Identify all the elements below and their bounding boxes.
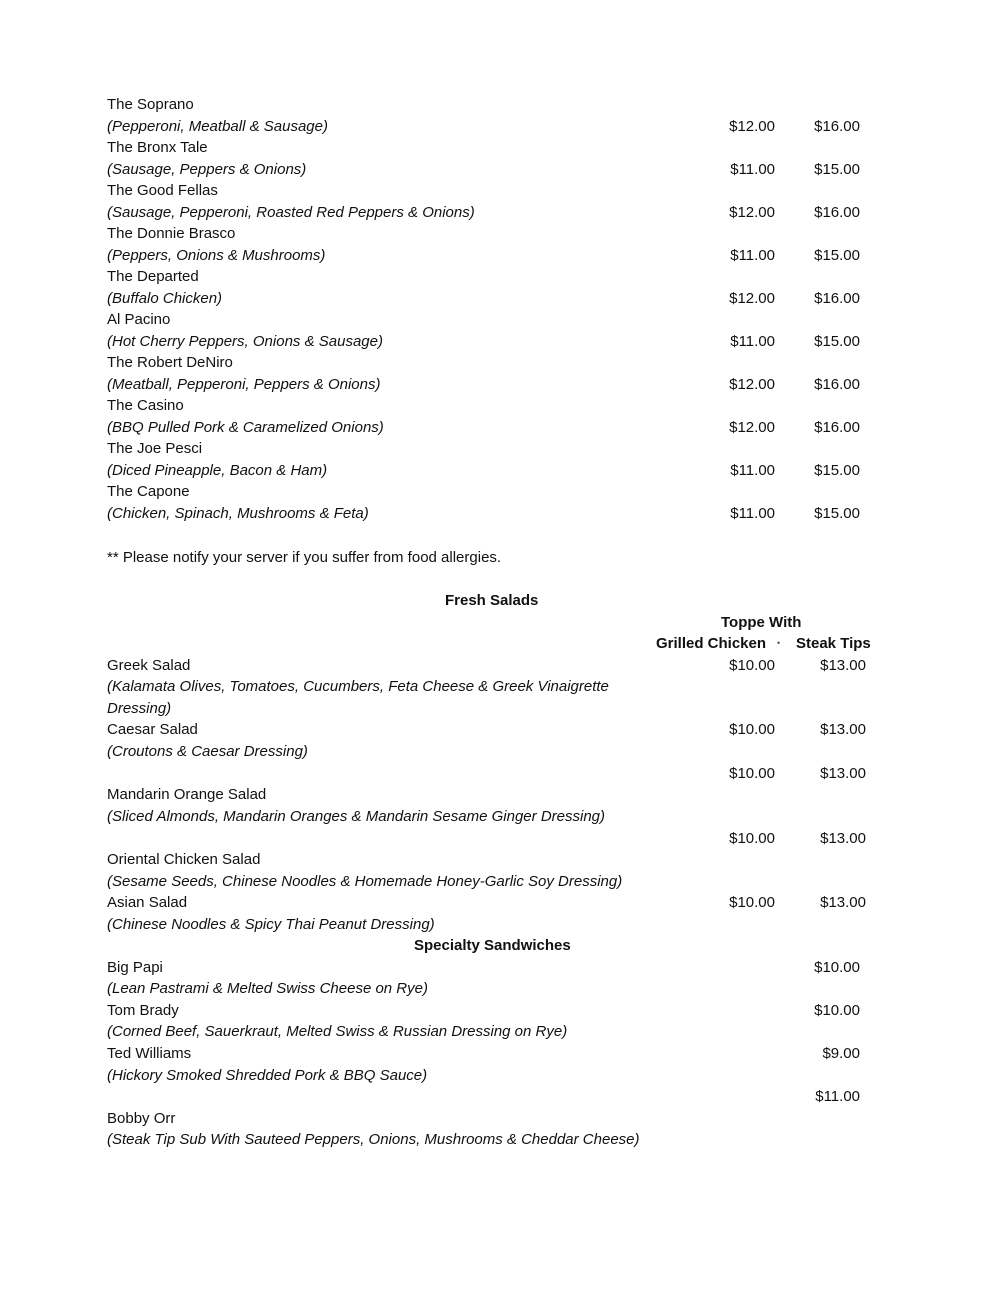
salad-price-steak: $13.00 bbox=[820, 657, 866, 674]
salad-name: Caesar Salad bbox=[107, 721, 198, 738]
sandwich-price: $9.00 bbox=[822, 1045, 860, 1062]
pizza-price-large: $16.00 bbox=[814, 419, 860, 436]
pizza-desc: (Diced Pineapple, Bacon & Ham) bbox=[107, 462, 328, 479]
salad-name: Greek Salad bbox=[107, 657, 191, 674]
salad-price-chicken: $10.00 bbox=[729, 830, 775, 847]
pizza-desc: (Peppers, Onions & Mushrooms) bbox=[107, 247, 326, 264]
salad-price-steak: $13.00 bbox=[820, 830, 866, 847]
salad-price-chicken: $10.00 bbox=[729, 721, 775, 738]
pizza-price-large: $15.00 bbox=[814, 505, 860, 522]
pizza-price-small: $11.00 bbox=[730, 505, 775, 522]
pizza-price-large: $16.00 bbox=[814, 290, 860, 307]
pizza-name: The Departed bbox=[107, 268, 199, 285]
pizza-desc: (Sausage, Pepperoni, Roasted Red Peppers & Onions) bbox=[107, 204, 475, 221]
sandwiches-title: Specialty Sandwiches bbox=[414, 937, 571, 954]
pizza-name: The Joe Pesci bbox=[107, 440, 203, 457]
sandwich-name: Tom Brady bbox=[107, 1002, 179, 1019]
sandwich-desc: (Hickory Smoked Shredded Pork & BBQ Sauce) bbox=[107, 1067, 428, 1084]
sandwich-name: Ted Williams bbox=[107, 1045, 192, 1062]
grilled-chicken-header: Grilled Chicken bbox=[656, 635, 767, 652]
salad-desc-cont: Dressing) bbox=[107, 700, 172, 717]
pizza-price-small: $11.00 bbox=[730, 161, 775, 178]
pizza-desc: (Chicken, Spinach, Mushrooms & Feta) bbox=[107, 505, 369, 522]
pizza-desc: (Meatball, Pepperoni, Peppers & Onions) bbox=[107, 376, 381, 393]
pizza-price-small: $11.00 bbox=[730, 333, 775, 350]
sandwich-price: $10.00 bbox=[814, 959, 860, 976]
salad-price-steak: $13.00 bbox=[820, 765, 866, 782]
sandwich-name: Big Papi bbox=[107, 959, 163, 976]
pizza-price-large: $15.00 bbox=[814, 161, 860, 178]
salad-desc: (Sesame Seeds, Chinese Noodles & Homemade Honey-Garlic Soy Dressing) bbox=[107, 873, 623, 890]
pizza-desc: (Hot Cherry Peppers, Onions & Sausage) bbox=[107, 333, 383, 350]
pizza-price-small: $12.00 bbox=[729, 204, 775, 221]
sandwich-price: $10.00 bbox=[814, 1002, 860, 1019]
pizza-name: The Bronx Tale bbox=[107, 139, 208, 156]
salad-name: Oriental Chicken Salad bbox=[107, 851, 261, 868]
pizza-name: Al Pacino bbox=[107, 311, 171, 328]
pizza-price-large: $16.00 bbox=[814, 204, 860, 221]
pizza-price-large: $16.00 bbox=[814, 118, 860, 135]
pizza-price-small: $12.00 bbox=[729, 376, 775, 393]
allergy-note: ** Please notify your server if you suffer from food allergies. bbox=[107, 549, 502, 566]
salad-price-steak: $13.00 bbox=[820, 721, 866, 738]
pizza-price-small: $11.00 bbox=[730, 462, 775, 479]
column-marker-icon: • bbox=[777, 638, 781, 648]
pizza-price-small: $11.00 bbox=[730, 247, 775, 264]
topped-with-header: Toppe With bbox=[721, 614, 802, 631]
salad-price-chicken: $10.00 bbox=[729, 894, 775, 911]
sandwich-price: $11.00 bbox=[815, 1088, 860, 1105]
salad-desc: (Kalamata Olives, Tomatoes, Cucumbers, Feta Cheese & Greek Vinaigrette bbox=[107, 678, 609, 695]
salad-price-chicken: $10.00 bbox=[729, 657, 775, 674]
salad-price-chicken: $10.00 bbox=[729, 765, 775, 782]
pizza-price-large: $15.00 bbox=[814, 247, 860, 264]
salads-title: Fresh Salads bbox=[445, 592, 539, 609]
pizza-name: The Donnie Brasco bbox=[107, 225, 236, 242]
pizza-price-small: $12.00 bbox=[729, 290, 775, 307]
pizza-name: The Good Fellas bbox=[107, 182, 218, 199]
salad-desc: (Chinese Noodles & Spicy Thai Peanut Dressing) bbox=[107, 916, 435, 933]
pizza-name: The Robert DeNiro bbox=[107, 354, 233, 371]
salad-name: Asian Salad bbox=[107, 894, 188, 911]
pizza-name: The Casino bbox=[107, 397, 184, 414]
pizza-price-small: $12.00 bbox=[729, 118, 775, 135]
salad-desc: (Sliced Almonds, Mandarin Oranges & Mandarin Sesame Ginger Dressing) bbox=[107, 808, 605, 825]
salad-name: Mandarin Orange Salad bbox=[107, 786, 267, 803]
salad-desc: (Croutons & Caesar Dressing) bbox=[107, 743, 308, 760]
pizza-desc: (BBQ Pulled Pork & Caramelized Onions) bbox=[107, 419, 384, 436]
pizza-desc: (Sausage, Peppers & Onions) bbox=[107, 161, 307, 178]
pizza-price-large: $16.00 bbox=[814, 376, 860, 393]
pizza-price-large: $15.00 bbox=[814, 462, 860, 479]
sandwich-desc: (Corned Beef, Sauerkraut, Melted Swiss & Russian Dressing on Rye) bbox=[107, 1023, 568, 1040]
pizza-desc: (Pepperoni, Meatball & Sausage) bbox=[107, 118, 328, 135]
sandwich-desc: (Steak Tip Sub With Sauteed Peppers, Onions, Mushrooms & Cheddar Cheese) bbox=[107, 1131, 640, 1148]
pizza-name: The Capone bbox=[107, 483, 190, 500]
pizza-price-large: $15.00 bbox=[814, 333, 860, 350]
pizza-desc: (Buffalo Chicken) bbox=[107, 290, 223, 307]
sandwich-name: Bobby Orr bbox=[107, 1110, 176, 1127]
pizza-price-small: $12.00 bbox=[729, 419, 775, 436]
steak-tips-header: Steak Tips bbox=[796, 635, 871, 652]
salad-price-steak: $13.00 bbox=[820, 894, 866, 911]
sandwich-desc: (Lean Pastrami & Melted Swiss Cheese on Rye) bbox=[107, 980, 428, 997]
pizza-name: The Soprano bbox=[107, 96, 194, 113]
